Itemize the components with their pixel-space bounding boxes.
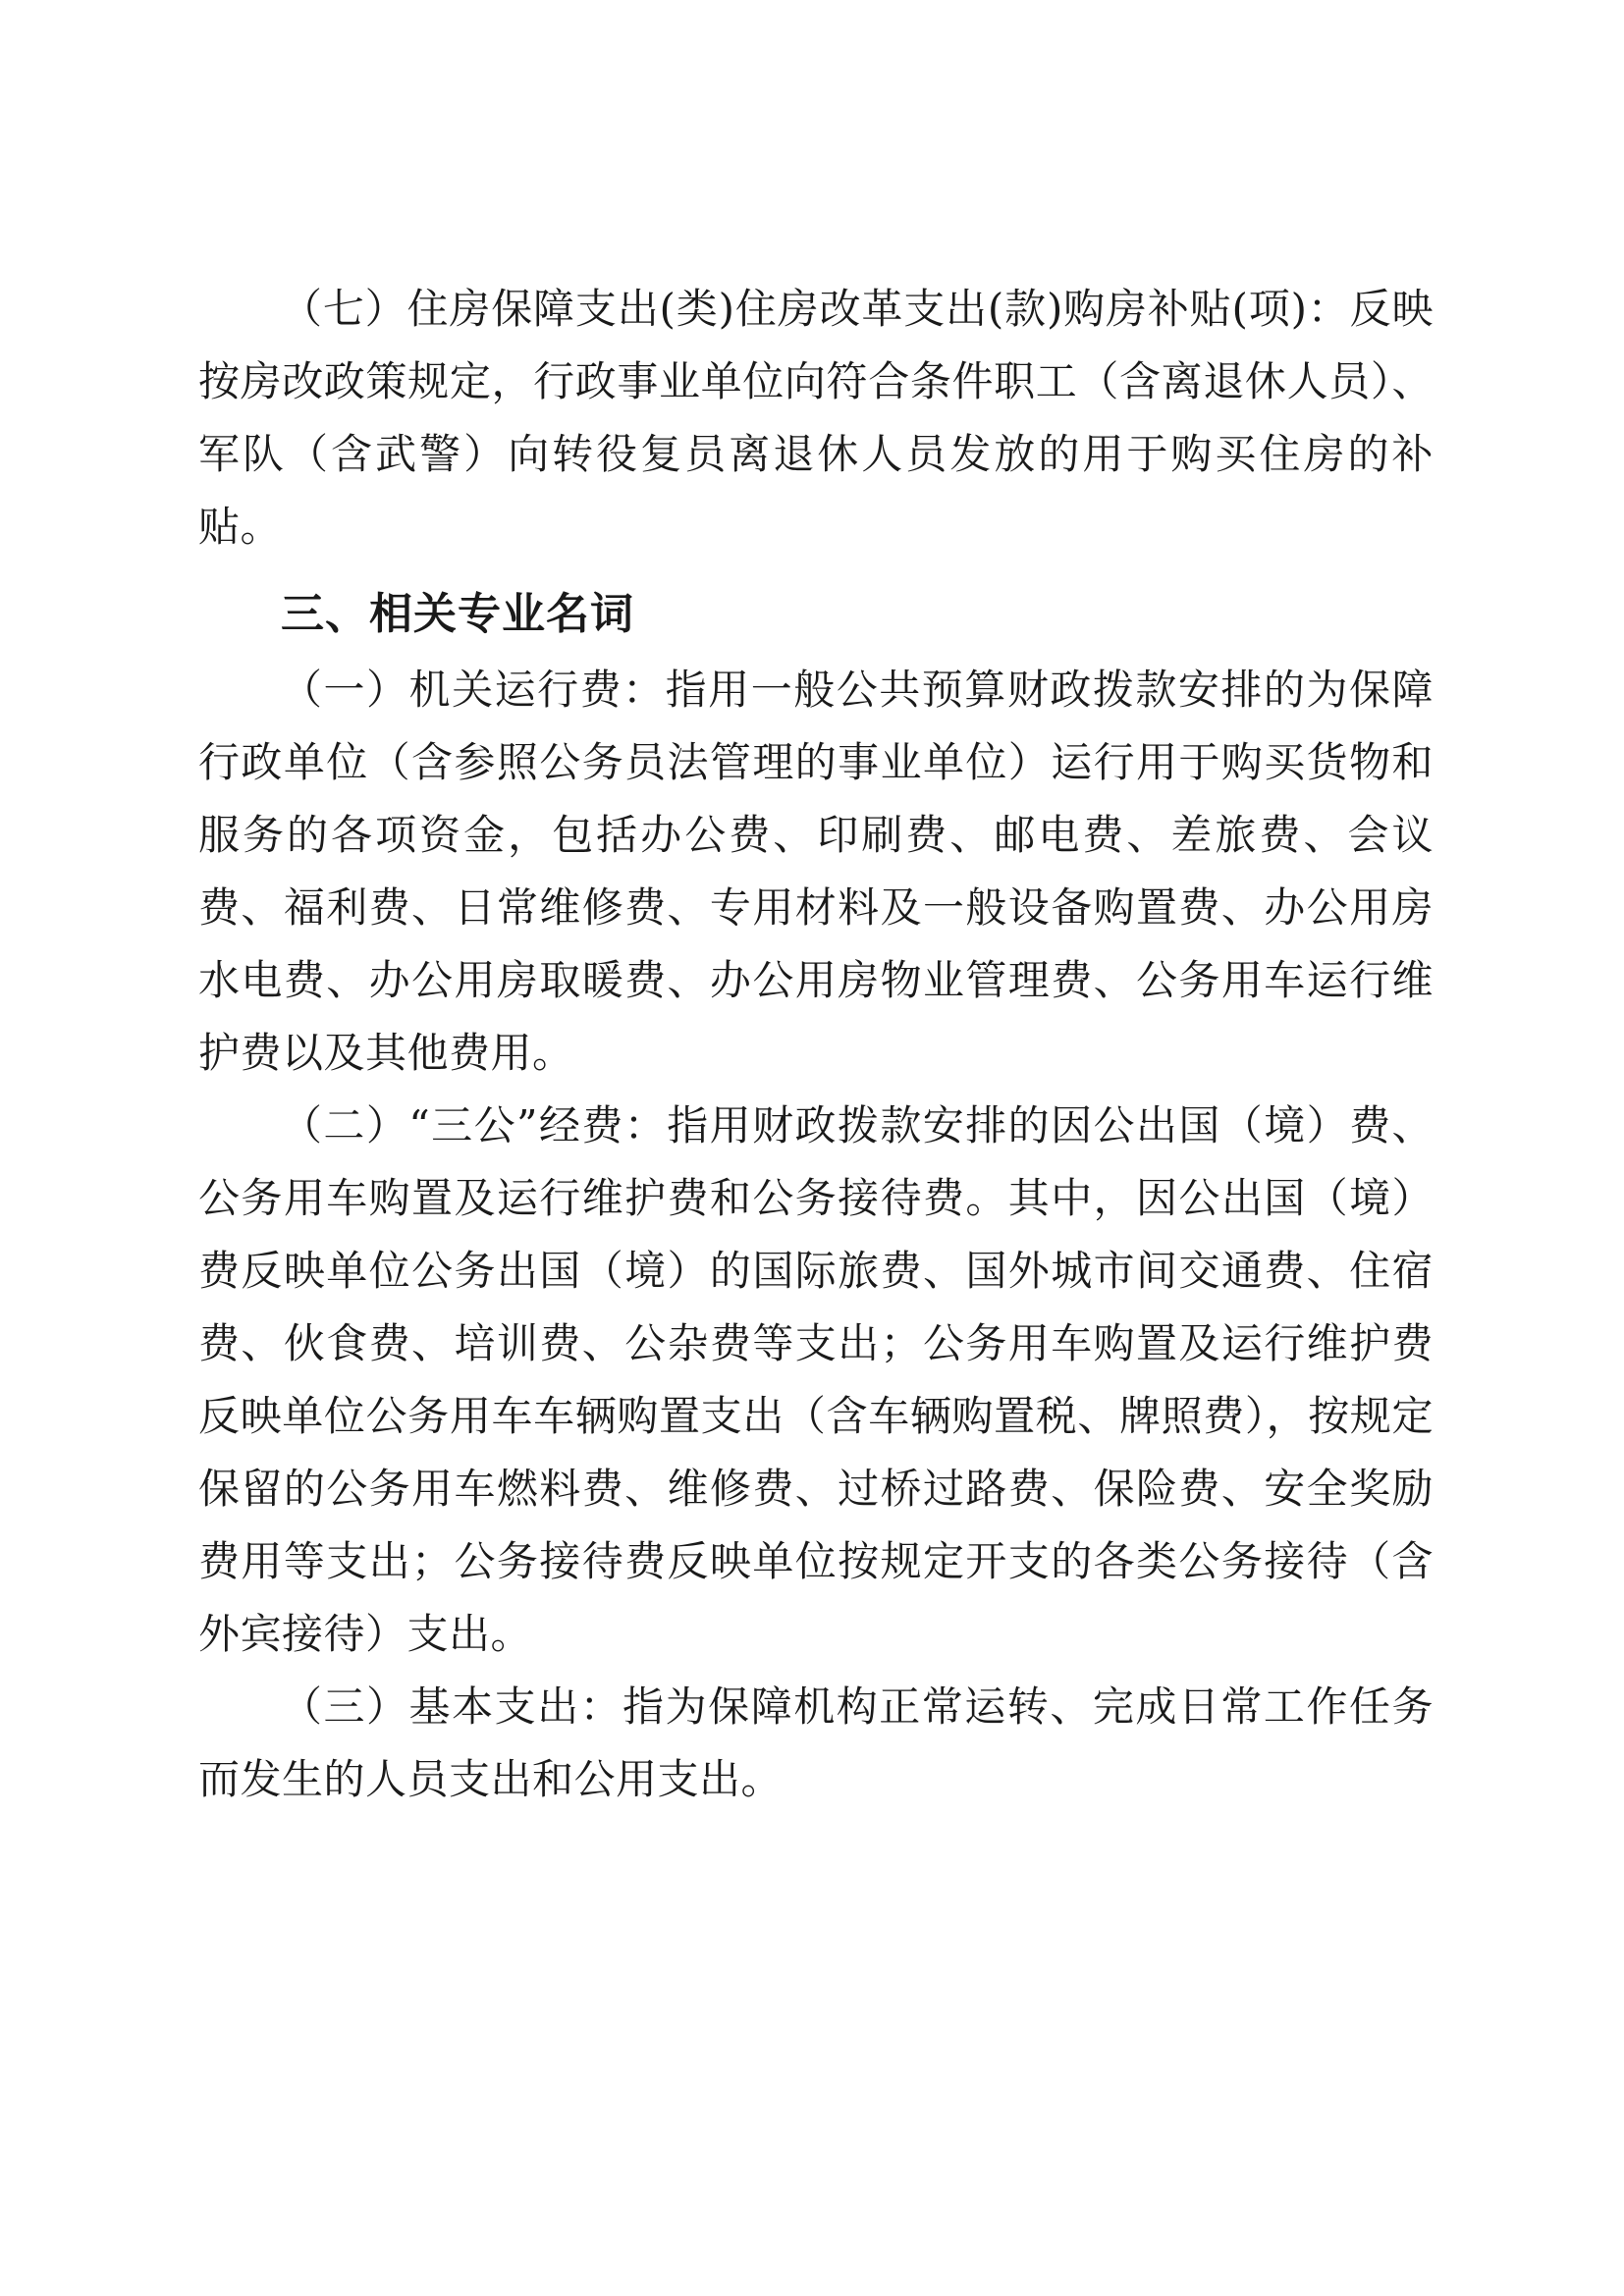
paragraph-three-public-expenses: （二）“三公”经费：指用财政拨款安排的因公出国（境）费、公务用车购置及运行维护费和公务接待费。其中，因公出国（境）费反映单位公务出国（境）的国际旅费、国外城市间交通费、住宿费、伙食费、培训费、公杂费等支出；公务用车购置及运行维护费反映单位公务用车车辆购置支出（含车辆购置税、牌照费），按规定保留的公务用车燃料费、维修费、过桥过路费、保险费、安全奖励费用等支出；公务接待费反映单位按规定开支的各类公务接待（含外宾接待）支出。 bbox=[198, 1101, 1434, 1658]
paragraph-basic-expenditure: （三）基本支出：指为保障机构正常运转、完成日常工作任务而发生的人员支出和公用支出。 bbox=[198, 1682, 1434, 1803]
paragraph-housing-subsidy: （七）住房保障支出(类)住房改革支出(款)购房补贴(项)：反映按房改政策规定，行政事业单位向符合条件职工（含离退休人员）、军队（含武警）向转役复员离退休人员发放的用于购买住房的补贴。 bbox=[198, 285, 1434, 551]
paragraph-agency-operating-cost: （一）机关运行费：指用一般公共预算财政拨款安排的为保障行政单位（含参照公务员法管理的事业单位）运行用于购买货物和服务的各项资金，包括办公费、印刷费、邮电费、差旅费、会议费、福利费、日常维修费、专用材料及一般设备购置费、办公用房水电费、办公用房取暖费、办公用房物业管理费、公务用车运行维护费以及其他费用。 bbox=[198, 666, 1434, 1077]
section-heading-related-terms: 三、相关专业名词 bbox=[281, 589, 634, 639]
document-body bbox=[198, 273, 1434, 1816]
